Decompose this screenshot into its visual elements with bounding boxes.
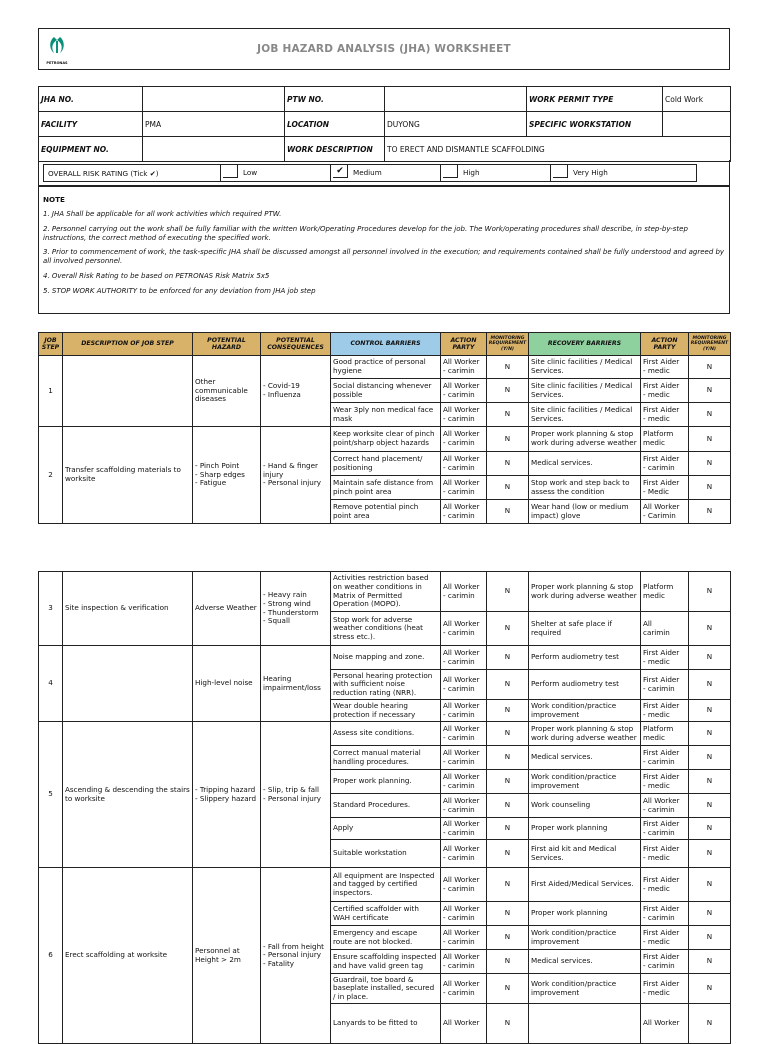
jha-table-page2 [38,571,731,1044]
potential-consequences: - Hand & finger injury - Personal injury [261,427,331,524]
recovery-barrier: Work condition/practice improvement [529,974,641,1004]
risk-checkbox[interactable] [443,165,458,178]
potential-hazard: Adverse Weather [193,572,261,646]
work-desc-value[interactable]: TO ERECT AND DISMANTLE SCAFFOLDING [385,137,731,162]
recovery-barrier: Work condition/practice improvement [529,770,641,794]
potential-consequences: - Heavy rain - Strong wind - Thunderstorm - Squall [261,572,331,646]
recovery-monitoring-requirement: N [689,427,731,452]
monitoring-requirement: N [487,403,529,427]
note-section [38,186,730,314]
risk-option-label: Low [243,168,258,177]
risk-option-low [220,164,330,182]
recovery-action-party: First Aider - medic [641,974,689,1004]
potential-hazard: Other communicable diseases [193,356,261,427]
action-party: All Worker - carimin [441,379,487,403]
workstation-label: SPECIFIC WORKSTATION [527,112,663,137]
recovery-monitoring-requirement: N [689,794,731,818]
location-label: LOCATION [285,112,385,137]
recovery-barrier: Work counseling [529,794,641,818]
recovery-monitoring-requirement: N [689,926,731,950]
job-step-description [63,356,193,427]
potential-hazard: - Pinch Point - Sharp edges - Fatigue [193,427,261,524]
control-barrier: Remove potential pinch point area [331,500,441,524]
table-row [39,722,731,746]
action-party: All Worker - carimin [441,612,487,646]
control-barrier: Proper work planning. [331,770,441,794]
jha-no-label: JHA NO. [39,87,143,112]
recovery-monitoring-requirement: N [689,722,731,746]
recovery-barrier: Proper work planning & stop work during adverse weather [529,722,641,746]
job-step-number: 5 [39,722,63,868]
action-party: All Worker - carimin [441,950,487,974]
recovery-barrier: Site clinic facilities / Medical Services. [529,379,641,403]
ptw-no-label: PTW NO. [285,87,385,112]
control-barrier: Wear double hearing protection if necessary [331,700,441,722]
recovery-barrier: Site clinic facilities / Medical Services. [529,356,641,379]
recovery-action-party: First Aider - carimin [641,670,689,700]
table-row [39,356,731,379]
potential-consequences: - Covid-19 - Influenza [261,356,331,427]
jha-no-value[interactable] [143,87,285,112]
monitoring-requirement: N [487,722,529,746]
recovery-action-party: First Aider - carimin [641,746,689,770]
recovery-action-party: Platform medic [641,427,689,452]
control-barrier: Standard Procedures. [331,794,441,818]
control-barrier: Social distancing whenever possible [331,379,441,403]
monitoring-requirement: N [487,476,529,500]
recovery-action-party: Platform medic [641,572,689,612]
risk-rating-row [38,160,730,186]
action-party: All Worker - carimin [441,926,487,950]
recovery-action-party: Platform medic [641,722,689,746]
monitoring-requirement: N [487,646,529,670]
action-party: All Worker - carimin [441,646,487,670]
recovery-barrier: Site clinic facilities / Medical Services. [529,403,641,427]
potential-hazard: High-level noise [193,646,261,722]
ptw-no-value[interactable] [385,87,527,112]
recovery-monitoring-requirement: N [689,452,731,476]
recovery-action-party: First Aider - medic [641,840,689,868]
column-header: ACTION PARTY [441,333,487,356]
job-step-description: Site inspection & verification [63,572,193,646]
recovery-action-party: First Aider - carimin [641,950,689,974]
job-step-number: 4 [39,646,63,722]
job-step-description: Erect scaffolding at worksite [63,868,193,1044]
note-heading: NOTE [43,195,65,204]
action-party: All Worker - carimin [441,427,487,452]
monitoring-requirement: N [487,452,529,476]
column-header: POTENTIAL HAZARD [193,333,261,356]
recovery-monitoring-requirement: N [689,403,731,427]
recovery-monitoring-requirement: N [689,572,731,612]
action-party: All Worker - carimin [441,770,487,794]
recovery-barrier: Proper work planning [529,902,641,926]
recovery-action-party: First Aider - medic [641,356,689,379]
recovery-monitoring-requirement: N [689,902,731,926]
monitoring-requirement: N [487,926,529,950]
monitoring-requirement: N [487,770,529,794]
workstation-value[interactable] [663,112,731,137]
table-row [39,572,731,612]
recovery-barrier: Work condition/practice improvement [529,700,641,722]
recovery-barrier: Wear hand (low or medium impact) glove [529,500,641,524]
recovery-monitoring-requirement: N [689,379,731,403]
recovery-barrier: Proper work planning & stop work during adverse weather [529,572,641,612]
risk-option-label: High [463,168,480,177]
monitoring-requirement: N [487,1004,529,1044]
risk-checkbox[interactable] [223,165,238,178]
action-party: All Worker - carimin [441,476,487,500]
control-barrier: All equipment are Inspected and tagged by certified inspectors. [331,868,441,902]
recovery-barrier: Proper work planning & stop work during adverse weather [529,427,641,452]
equipment-label: EQUIPMENT NO. [39,137,143,162]
action-party: All Worker - carimin [441,670,487,700]
column-header: POTENTIAL CONSEQUENCES [261,333,331,356]
risk-option-label: Medium [353,168,382,177]
recovery-action-party: All Worker - carimin [641,794,689,818]
potential-consequences: Hearing impairment/loss [261,646,331,722]
recovery-barrier: First aid kit and Medical Services. [529,840,641,868]
job-step-number: 2 [39,427,63,524]
risk-rating-box [43,164,697,182]
action-party: All Worker [441,1004,487,1044]
recovery-barrier: Medical services. [529,950,641,974]
control-barrier: Activities restriction based on weather conditions in Matrix of Permitted Operation (MOPO). [331,572,441,612]
monitoring-requirement: N [487,902,529,926]
logo-text: PETRONAS [46,61,68,65]
recovery-action-party: First Aider - Medic [641,476,689,500]
note-list [39,210,729,295]
recovery-action-party: First Aider - medic [641,700,689,722]
action-party: All Worker - carimin [441,746,487,770]
risk-rating-label: OVERALL RISK RATING (Tick ✔) [48,169,159,178]
control-barrier: Apply [331,818,441,840]
risk-option-high [440,164,550,182]
monitoring-requirement: N [487,379,529,403]
column-header: RECOVERY BARRIERS [529,333,641,356]
control-barrier: Assess site conditions. [331,722,441,746]
monitoring-requirement: N [487,356,529,379]
note-item: 1. JHA Shall be applicable for all work activities which required PTW. [43,210,282,218]
recovery-monitoring-requirement: N [689,1004,731,1044]
control-barrier: Keep worksite clear of pinch point/sharp object hazards [331,427,441,452]
risk-checkbox[interactable] [553,165,568,178]
recovery-action-party: First Aider - carimin [641,452,689,476]
monitoring-requirement: N [487,950,529,974]
recovery-monitoring-requirement: N [689,868,731,902]
info-table [38,86,731,162]
note-item: 5. STOP WORK AUTHORITY to be enforced for any deviation from JHA job step [43,286,316,295]
recovery-barrier: Proper work planning [529,818,641,840]
recovery-barrier: Perform audiometry test [529,646,641,670]
monitoring-requirement: N [487,868,529,902]
monitoring-requirement: N [487,670,529,700]
action-party: All Worker - carimin [441,722,487,746]
recovery-barrier: Work condition/practice improvement [529,926,641,950]
facility-value[interactable]: PMA [143,112,285,137]
page-title: JOB HAZARD ANALYSIS (JHA) WORKSHEET [257,43,511,55]
recovery-action-party: All Worker - Carimin [641,500,689,524]
monitoring-requirement: N [487,500,529,524]
recovery-monitoring-requirement: N [689,700,731,722]
monitoring-requirement: N [487,818,529,840]
control-barrier: Certified scaffolder with WAH certificate [331,902,441,926]
column-header: ACTION PARTY [641,333,689,356]
recovery-monitoring-requirement: N [689,840,731,868]
recovery-barrier: Perform audiometry test [529,670,641,700]
recovery-monitoring-requirement: N [689,974,731,1004]
action-party: All Worker - carimin [441,500,487,524]
control-barrier: Maintain safe distance from pinch point area [331,476,441,500]
recovery-monitoring-requirement: N [689,770,731,794]
jha-table-page1 [38,332,731,524]
risk-option-very-high [550,164,660,182]
recovery-action-party: First Aider - medic [641,646,689,670]
control-barrier: Emergency and escape route are not blocked. [331,926,441,950]
control-barrier: Guardrail, toe board & baseplate installed, secured / in place. [331,974,441,1004]
risk-option-medium [330,164,440,182]
recovery-action-party: First Aider - carimin [641,902,689,926]
monitoring-requirement: N [487,427,529,452]
job-step-number: 3 [39,572,63,646]
note-item: 3. Prior to commencement of work, the task-specific JHA shall be discussed amongst all personnel involved in the execution; and requirements contained shall be fully understood and agreed by all involved personnel. [43,248,725,265]
document-header [38,28,730,70]
action-party: All Worker - carimin [441,452,487,476]
job-step-description: Transfer scaffolding materials to worksite [63,427,193,524]
column-header: JOB STEP [39,333,63,356]
control-barrier: Ensure scaffolding inspected and have valid green tag [331,950,441,974]
recovery-monitoring-requirement: N [689,950,731,974]
control-barrier: Personal hearing protection with sufficient noise reduction rating (NRR). [331,670,441,700]
action-party: All Worker - carimin [441,403,487,427]
work-desc-label: WORK DESCRIPTION [285,137,385,162]
recovery-monitoring-requirement: N [689,746,731,770]
action-party: All Worker - carimin [441,818,487,840]
action-party: All Worker - carimin [441,902,487,926]
monitoring-requirement: N [487,572,529,612]
action-party: All Worker - carimin [441,868,487,902]
recovery-action-party: First Aider - medic [641,868,689,902]
note-item: 4. Overall Risk Rating to be based on PETRONAS Risk Matrix 5x5 [43,271,270,280]
facility-label: FACILITY [39,112,143,137]
action-party: All Worker - carimin [441,794,487,818]
monitoring-requirement: N [487,794,529,818]
recovery-barrier: First Aided/Medical Services. [529,868,641,902]
control-barrier: Suitable workstation [331,840,441,868]
recovery-barrier: Medical services. [529,452,641,476]
column-header: MONITORING REQUIREMENT (Y/N) [487,333,529,356]
recovery-monitoring-requirement: N [689,476,731,500]
monitoring-requirement: N [487,746,529,770]
recovery-action-party: All carimin [641,612,689,646]
recovery-action-party: First Aider - medic [641,379,689,403]
recovery-monitoring-requirement: N [689,500,731,524]
column-header: DESCRIPTION OF JOB STEP [63,333,193,356]
column-header: MONITORING REQUIREMENT (Y/N) [689,333,731,356]
job-step-number: 1 [39,356,63,427]
recovery-monitoring-requirement: N [689,670,731,700]
monitoring-requirement: N [487,700,529,722]
monitoring-requirement: N [487,974,529,1004]
equipment-value[interactable] [143,137,285,162]
monitoring-requirement: N [487,612,529,646]
recovery-action-party: First Aider - medic [641,770,689,794]
table-row [39,427,731,452]
control-barrier: Stop work for adverse weather conditions (heat stress etc.). [331,612,441,646]
recovery-action-party: First Aider - medic [641,926,689,950]
recovery-barrier: Stop work and step back to assess the condition [529,476,641,500]
action-party: All Worker - carimin [441,572,487,612]
action-party: All Worker - carimin [441,700,487,722]
table-row [39,868,731,902]
job-step-description: Ascending & descending the stairs to worksite [63,722,193,868]
action-party: All Worker - carimin [441,974,487,1004]
recovery-monitoring-requirement: N [689,818,731,840]
control-barrier: Wear 3ply non medical face mask [331,403,441,427]
recovery-action-party: First Aider - medic [641,403,689,427]
recovery-monitoring-requirement: N [689,356,731,379]
control-barrier: Noise mapping and zone. [331,646,441,670]
control-barrier: Correct hand placement/ positioning [331,452,441,476]
recovery-action-party: All Worker [641,1004,689,1044]
potential-hazard: Personnel at Height > 2m [193,868,261,1044]
recovery-barrier: Shelter at safe place if required [529,612,641,646]
potential-consequences: - Slip, trip & fall - Personal injury [261,722,331,868]
control-barrier: Lanyards to be fitted to [331,1004,441,1044]
table-row [39,646,731,670]
permit-type-label: WORK PERMIT TYPE [527,87,663,112]
monitoring-requirement: N [487,840,529,868]
risk-checkbox[interactable]: ✔ [333,165,348,178]
column-header: CONTROL BARRIERS [331,333,441,356]
recovery-monitoring-requirement: N [689,612,731,646]
permit-type-value[interactable]: Cold Work [663,87,731,112]
action-party: All Worker - carimin [441,356,487,379]
risk-option-label: Very High [573,168,608,177]
note-item: 2. Personnel carrying out the work shall be fully familiar with the written Work/Operating Procedures develop for the job. The Work/operating procedures shall describe, in step-by-step instructions, the correct method of executing the specified work. [43,224,688,242]
recovery-action-party: First Aider - carimin [641,818,689,840]
location-value[interactable]: DUYONG [385,112,527,137]
control-barrier: Correct manual material handling procedures. [331,746,441,770]
action-party: All Worker - carimin [441,840,487,868]
recovery-barrier: Medical services. [529,746,641,770]
recovery-monitoring-requirement: N [689,646,731,670]
job-step-description [63,646,193,722]
job-step-number: 6 [39,868,63,1044]
control-barrier: Good practice of personal hygiene [331,356,441,379]
potential-consequences: - Fall from height - Personal injury - Fatality [261,868,331,1044]
potential-hazard: - Tripping hazard - Slippery hazard [193,722,261,868]
